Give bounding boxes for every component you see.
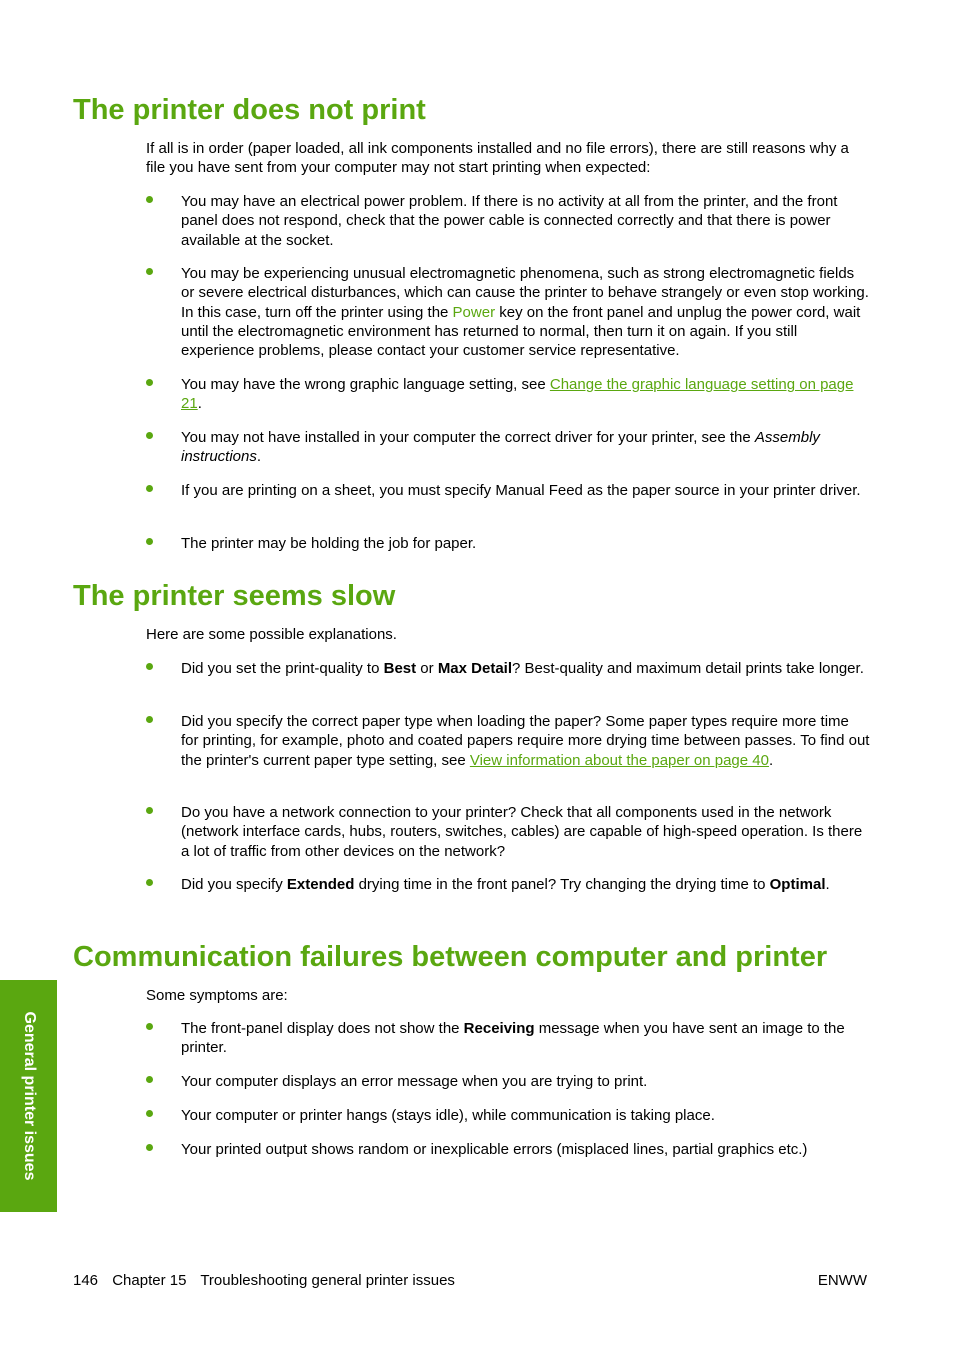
side-tab-general-printer-issues (0, 980, 57, 1212)
list-item (146, 192, 870, 250)
list-item-text: Did you specify Extended drying time in the front panel? Try changing the drying time to Optimal. (181, 876, 830, 893)
chapter-label: Chapter 15 (112, 1272, 187, 1289)
list-item (146, 712, 870, 770)
side-tab-label: General printer issues (20, 1011, 38, 1181)
bullet-icon (146, 807, 153, 814)
bullet-icon (146, 268, 153, 275)
list-item-text: Did you set the print-quality to Best or Max Detail? Best-quality and maximum detail prints take longer. (181, 660, 864, 677)
page-number: 146 (73, 1272, 99, 1289)
list-item (146, 481, 870, 500)
list-item (146, 1140, 870, 1159)
footer-edition-code: ENWW (817, 1272, 867, 1289)
bullet-icon (146, 379, 153, 386)
list-item-text: You may be experiencing unusual electromagnetic phenomena, such as strong electromagnetic fields or severe electrical disturbances, which can cause the printer to behave strangely or even stop working. In this case, turn off the printer using the Power key on the front panel and unplug the power cord, wait until the electromagnetic environment has returned to normal, then turn it on again. If you still experience problems, please contact your customer service representative. (181, 265, 869, 360)
list-item (146, 534, 870, 553)
list-item-text: You may have the wrong graphic language setting, see Change the graphic language setting on page 21. (181, 376, 854, 413)
list-item (146, 375, 870, 414)
list-item-text: If you are printing on a sheet, you must specify Manual Feed as the paper source in your printer driver. (181, 482, 861, 499)
bullet-icon (146, 1144, 153, 1151)
bullet-icon (146, 1023, 153, 1030)
list-item (146, 1106, 870, 1125)
bullet-icon (146, 716, 153, 723)
list-item-text: The printer may be holding the job for paper. (181, 535, 477, 552)
list-item (146, 659, 870, 678)
bullet-icon (146, 1076, 153, 1083)
list-item-text: Your printed output shows random or inexplicable errors (misplaced lines, partial graphics etc.) (181, 1141, 808, 1158)
power-key-label: Power (452, 303, 496, 321)
list-item (146, 264, 870, 360)
list-item-text: The front-panel display does not show the Receiving message when you have sent an image to the printer. (181, 1020, 845, 1057)
link-view-paper-information[interactable]: View information about the paper on page 40 (469, 751, 769, 769)
bullet-icon (146, 485, 153, 492)
bullet-icon (146, 538, 153, 545)
list-item (146, 1072, 870, 1091)
section2-intro: Here are some possible explanations. (146, 626, 397, 643)
link-change-graphic-language[interactable]: Change the graphic language setting on page 21 (181, 376, 854, 413)
bullet-icon (146, 1110, 153, 1117)
list-item (146, 428, 870, 467)
list-item-text: Did you specify the correct paper type when loading the paper? Some paper types require more time for printing, for example, photo and coated papers require more drying time between passes. To find out the printer's current paper type setting, see View information about the paper on page 40. (181, 713, 870, 769)
bullet-icon (146, 663, 153, 670)
bullet-icon (146, 196, 153, 203)
list-item-text: Do you have a network connection to your printer? Check that all components used in the network (network interface cards, hubs, routers, switches, cables) are capable of high-speed operation. Is there a lot of traffic from other devices on the network? (181, 804, 863, 860)
list-item-text: You may have an electrical power problem. If there is no activity at all from the printer, and the front panel does not respond, check that the power cable is connected correctly and that there is power available at the socket. (181, 193, 838, 249)
list-item-text: Your computer or printer hangs (stays idle), while communication is taking place. (181, 1107, 715, 1124)
list-item (146, 875, 870, 894)
section-title-printer-seems-slow: The printer seems slow (73, 580, 396, 612)
section1-intro: If all is in order (paper loaded, all ink components installed and no file errors), there are still reasons why a file you have sent from your computer may not start printing when expected: (146, 140, 849, 177)
page-footer (73, 1272, 465, 1289)
section-title-communication-failures: Communication failures between computer and printer (73, 941, 828, 973)
chapter-title: Troubleshooting general printer issues (200, 1272, 455, 1289)
list-item (146, 803, 870, 861)
section3-intro: Some symptoms are: (146, 987, 288, 1004)
list-item-text: Your computer displays an error message when you are trying to print. (181, 1073, 648, 1090)
bullet-icon (146, 879, 153, 886)
list-item-text: You may not have installed in your computer the correct driver for your printer, see the Assembly instructions. (181, 429, 820, 466)
section-title-printer-does-not-print: The printer does not print (73, 94, 426, 126)
list-item (146, 1019, 870, 1058)
bullet-icon (146, 432, 153, 439)
